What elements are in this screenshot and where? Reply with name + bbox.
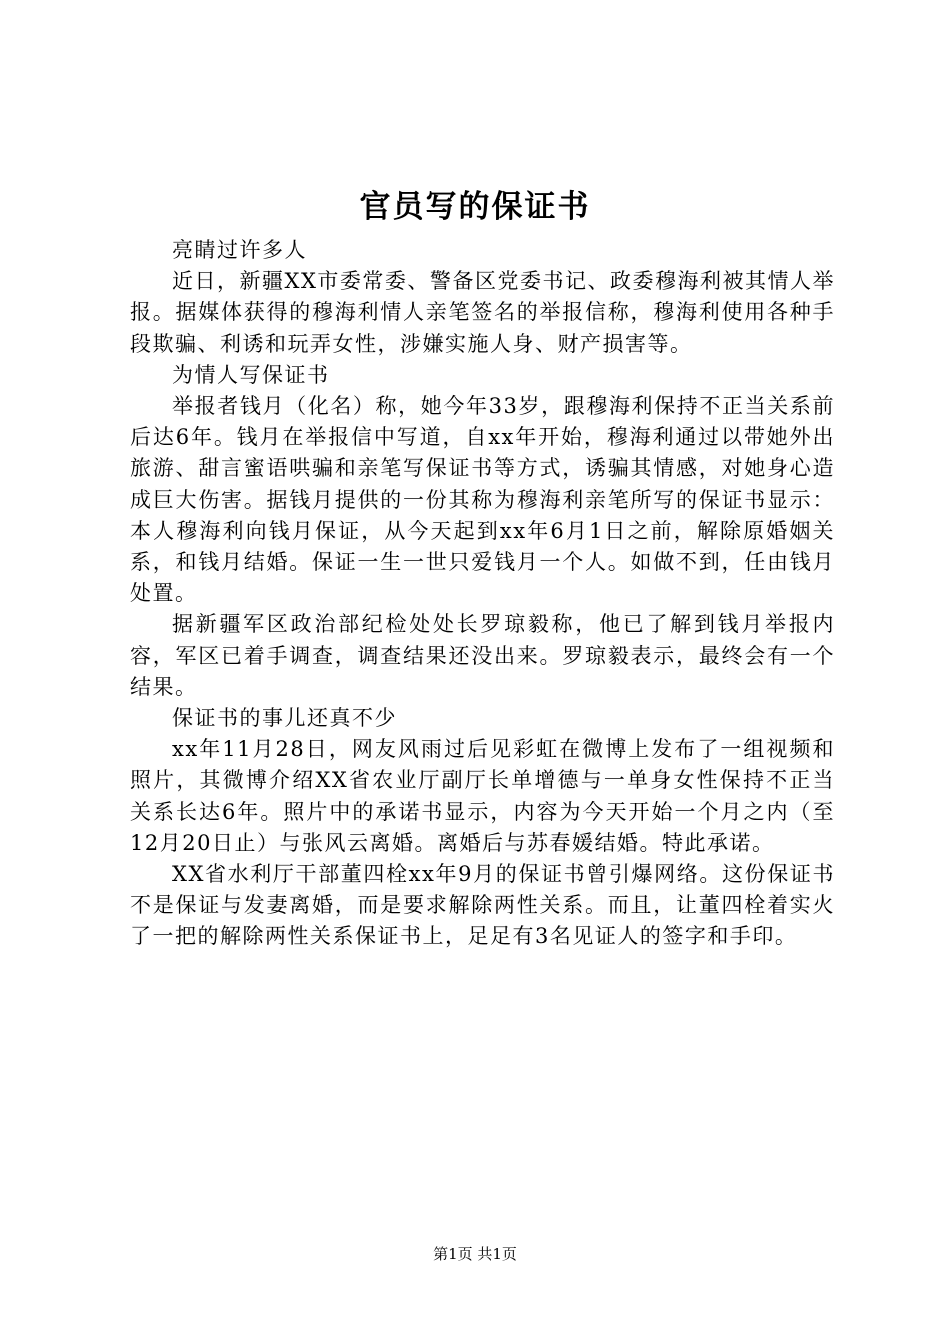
paragraph-1: 近日，新疆XX市委常委、警备区党委书记、政委穆海利被其情人举报。据媒体获得的穆海利情人亲笔签名的举报信称，穆海利使用各种手段欺骗、利诱和玩弄女性，涉嫌实施人身、财产损害等。 <box>130 269 835 356</box>
page-title: 官员写的保证书 <box>359 189 591 225</box>
paragraph-4: xx年11月28日，网友风雨过后见彩虹在微博上发布了一组视频和照片，其微博介绍XX省农业厅副厅长单增德与一单身女性保持不正当关系长达6年。照片中的承诺书显示，内容为今天开始一个月之内（至12月20日止）与张风云离婚。离婚后与苏春媛结婚。特此承诺。 <box>130 737 835 855</box>
paragraph-2: 举报者钱月（化名）称，她今年33岁，跟穆海利保持不正当关系前后达6年。钱月在举报信中写道，自xx年开始，穆海利通过以带她外出旅游、甜言蜜语哄骗和亲笔写保证书等方式，诱骗其情感，对她身心造成巨大伤害。据钱月提供的一份其称为穆海利亲笔所写的保证书显示：本人穆海利向钱月保证，从今天起到xx年6月1日之前，解除原婚姻关系，和钱月结婚。保证一生一世只爱钱月一个人。如做不到，任由钱月处置。 <box>130 394 835 606</box>
paragraph-3: 据新疆军区政治部纪检处处长罗琼毅称，他已了解到钱月举报内容，军区已着手调查，调查结果还没出来。罗琼毅表示，最终会有一个结果。 <box>130 612 835 699</box>
document-body <box>130 235 835 953</box>
section-heading-2: 为情人写保证书 <box>172 362 330 387</box>
page-footer: 第1页 共1页 <box>433 1245 517 1263</box>
section-heading-3: 保证书的事儿还真不少 <box>172 706 397 731</box>
section-heading-1: 亮睛过许多人 <box>172 238 307 262</box>
paragraph-5: XX省水利厅干部董四栓xx年9月的保证书曾引爆网络。这份保证书不是保证与发妻离婚，而是要求解除两性关系。而且，让董四栓着实火了一把的解除两性关系保证书上，足足有3名见证人的签字和手印。 <box>130 862 835 949</box>
